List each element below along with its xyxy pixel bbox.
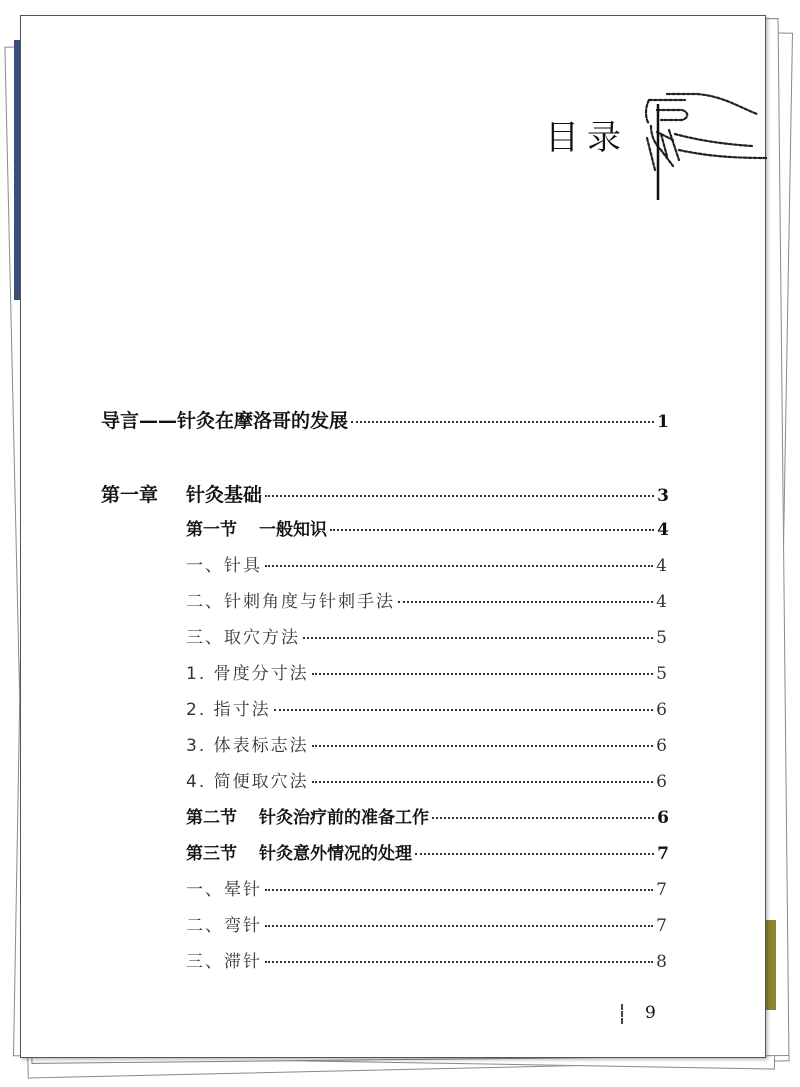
- back-page-edge: [766, 920, 776, 1010]
- toc-page-number: 8: [656, 952, 669, 972]
- toc-entry[interactable]: [186, 875, 669, 900]
- page-title: 目录: [545, 118, 629, 158]
- toc-entry[interactable]: [186, 767, 669, 792]
- toc-entry-title: 第一章: [101, 484, 159, 506]
- toc-leader-dots: [265, 565, 653, 567]
- toc-entry[interactable]: [186, 803, 669, 828]
- book-page: [20, 15, 766, 1058]
- toc-entry-label: [186, 767, 309, 792]
- toc-entry-title: 第三节: [186, 844, 237, 864]
- toc-entry[interactable]: [186, 839, 669, 864]
- toc-entry-subtitle: 针灸意外情况的处理: [259, 844, 412, 864]
- toc-entry-title: 第二节: [186, 808, 237, 828]
- toc-leader-dots: [265, 925, 653, 927]
- toc-leader-dots: [303, 637, 653, 639]
- toc-entry-label: [186, 623, 300, 648]
- toc-page-number: 6: [656, 700, 669, 720]
- toc-entry-title: 二、针刺角度与针刺手法: [186, 592, 395, 612]
- toc-page-number: 1: [657, 412, 669, 432]
- toc-entry[interactable]: [186, 515, 669, 540]
- toc-entry-label: [186, 695, 271, 720]
- toc-entry-title: 第一节: [186, 520, 237, 540]
- toc-entry-label: [186, 731, 309, 756]
- toc-page-number: 7: [657, 844, 669, 864]
- toc-entry-label: [101, 406, 348, 433]
- toc-entry[interactable]: [186, 731, 669, 756]
- page-number-value: 9: [645, 1003, 656, 1023]
- toc-leader-dots: [432, 817, 654, 819]
- toc-entry[interactable]: [186, 947, 669, 972]
- toc-entry[interactable]: [186, 911, 669, 936]
- toc-entry[interactable]: [186, 587, 669, 612]
- toc-entry[interactable]: [186, 695, 669, 720]
- toc-entry-label: [186, 587, 395, 612]
- toc-entry-title: 1. 骨度分寸法: [186, 664, 309, 684]
- toc-entry-subtitle: 针灸基础: [186, 484, 263, 506]
- toc-entry[interactable]: [101, 406, 669, 433]
- toc-leader-dots: [415, 853, 654, 855]
- toc-page-number: 4: [657, 520, 669, 540]
- toc-leader-dots: [312, 781, 654, 783]
- toc-page-number: 6: [657, 808, 669, 828]
- toc-entry-label: [186, 515, 327, 540]
- toc-leader-dots: [312, 745, 654, 747]
- table-of-contents: [21, 16, 765, 1057]
- toc-page-number: 7: [656, 880, 669, 900]
- toc-entry-title: 2. 指寸法: [186, 700, 271, 720]
- toc-page-number: 5: [656, 628, 669, 648]
- toc-entry[interactable]: [186, 659, 669, 684]
- toc-entry-title: 三、取穴方法: [186, 628, 300, 648]
- toc-entry-title: 3. 体表标志法: [186, 736, 309, 756]
- toc-entry-subtitle: 一般知识: [259, 520, 327, 540]
- toc-entry[interactable]: [186, 551, 669, 576]
- toc-page-number: 5: [656, 664, 669, 684]
- toc-entry-title: 一、针具: [186, 556, 262, 576]
- toc-entry-label: [101, 480, 262, 507]
- toc-leader-dots: [265, 889, 653, 891]
- toc-page-number: 4: [656, 592, 669, 612]
- toc-entry-title: 三、滞针: [186, 952, 262, 972]
- toc-entry-label: [186, 911, 262, 936]
- page-number-divider: [621, 1004, 623, 1024]
- toc-entry-label: [186, 875, 262, 900]
- toc-leader-dots: [330, 529, 654, 531]
- toc-leader-dots: [265, 495, 654, 497]
- toc-entry-title: 导言——针灸在摩洛哥的发展: [101, 410, 349, 432]
- toc-entry[interactable]: [186, 623, 669, 648]
- toc-entry-title: 二、弯针: [186, 916, 262, 936]
- toc-page-number: 6: [656, 772, 669, 792]
- toc-entry-title: 一、晕针: [186, 880, 262, 900]
- toc-entry-label: [186, 659, 309, 684]
- toc-leader-dots: [351, 421, 654, 423]
- toc-entry-label: [186, 839, 412, 864]
- toc-leader-dots: [274, 709, 654, 711]
- toc-entry-label: [186, 803, 429, 828]
- toc-leader-dots: [398, 601, 653, 603]
- toc-leader-dots: [265, 961, 653, 963]
- toc-leader-dots: [312, 673, 654, 675]
- toc-page-number: 7: [656, 916, 669, 936]
- toc-page-number: 4: [656, 556, 669, 576]
- toc-entry-title: 4. 简便取穴法: [186, 772, 309, 792]
- toc-page-number: 3: [657, 486, 669, 506]
- toc-page-number: 6: [656, 736, 669, 756]
- toc-entry[interactable]: [101, 480, 669, 507]
- toc-entry-label: [186, 551, 262, 576]
- page-number: [621, 1003, 656, 1024]
- toc-entry-label: [186, 947, 262, 972]
- toc-entry-subtitle: 针灸治疗前的准备工作: [259, 808, 429, 828]
